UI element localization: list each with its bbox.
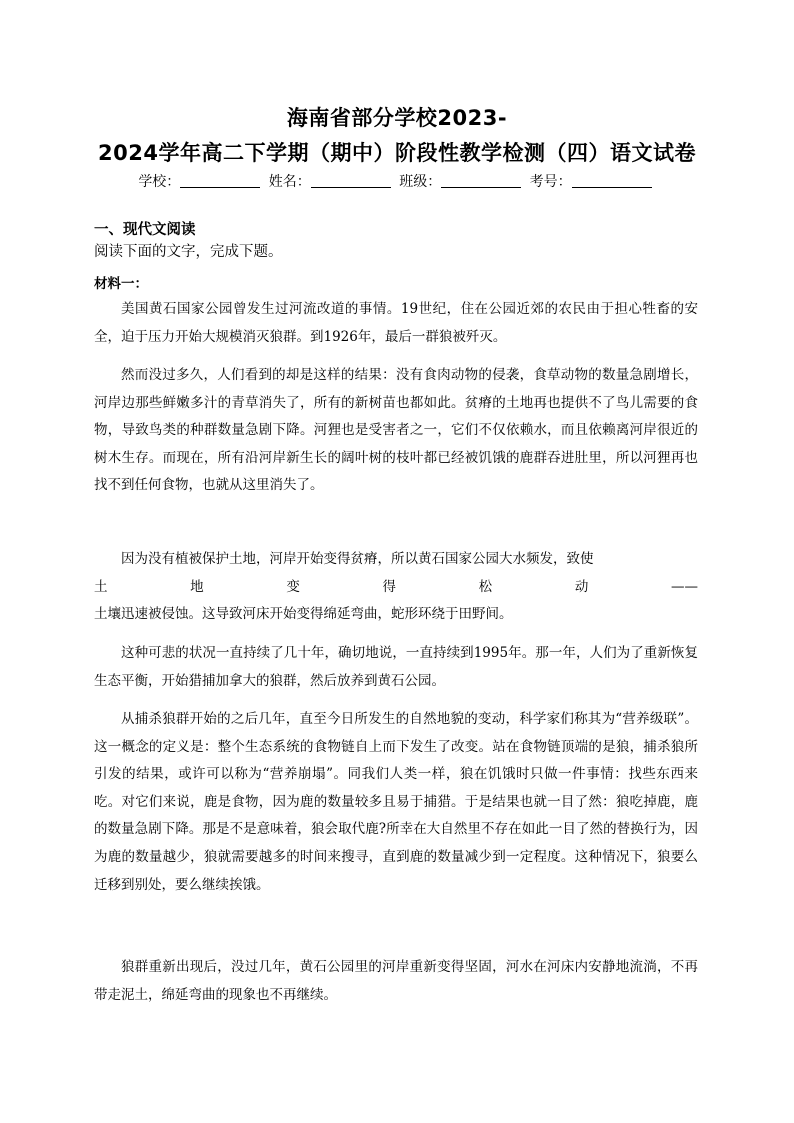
paragraph-4: 这种可悲的状况一直持续了几十年，确切地说，一直持续到1995年。那一年，人们为了重新恢复生态平衡，开始猎捕加拿大的狼群，然后放养到黄石公园。 [94,645,698,689]
paragraph-5: 从捕杀狼群开始的之后几年，直至今日所发生的自然地貌的变动，科学家们称其为“营养级联”。这一概念的定义是：整个生态系统的食物链自上而下发生了改变。站在食物链顶端的是狼，捕杀狼所引发的结果，或许可以称为“营养崩塌”。同我们人类一样，狼在饥饿时只做一件事情：找些东西来吃。对它们来说，鹿是食物，因为鹿的数量较多且易于捕猎。于是结果也就一目了然：狼吃掉鹿，鹿的数量急剧下降。那是不是意味着，狼会取代鹿?所幸在大自然里不存在如此一目了然的替换行为，因为鹿的数量越少，狼就需要越多的时间来搜寻，直到鹿的数量减少到一定程度。这种情况下，狼要么迁移到别处，要么继续挨饿。 [94,711,698,893]
exam-number-blank[interactable] [572,173,652,188]
school-label: 学校： [138,174,181,190]
instruction: 阅读下面的文字，完成下题。 [94,244,283,260]
paragraph-3-line-2: 土地变得松动—— [94,578,698,595]
name-label: 姓名： [268,174,311,190]
exam-number-label: 考号： [529,174,572,190]
paragraph-2: 然而没过多久，人们看到的却是这样的结果：没有食肉动物的侵袭，食草动物的数量急剧增长，河岸边那些鲜嫩多汁的青草消失了，所有的新树苗也都如此。贫瘠的土地再也提供不了鸟儿需要的食物，导致鸟类的种群数量急剧下降。河狸也是受害者之一，它们不仅依赖水，而且依赖离河岸很近的树木生存。而现在，所有沿河岸新生长的阔叶树的枝叶都已经被饥饿的鹿群吞进肚里，所以河狸再也找不到任何食物，也就从这里消失了。 [94,367,698,494]
paragraph-3-line-1: 因为没有植被保护土地，河岸开始变得贫瘠，所以黄石国家公园大水频发，致使 [121,551,594,567]
school-blank[interactable] [180,173,260,188]
paragraph-3 [94,546,698,629]
class-label: 班级： [399,174,442,190]
section-heading: 一、现代文阅读 [94,222,196,238]
title-line-1: 海南省部分学校2023- [286,106,508,130]
paragraph-1: 美国黄石国家公园曾发生过河流改道的事情。19世纪，住在公园近郊的农民由于担心牲畜的安全，迫于压力开始大规模消灭狼群。到1926年，最后一群狼被歼灭。 [94,301,698,345]
paragraph-3-line-3: 土壤迅速被侵蚀。这导致河床开始变得绵延弯曲，蛇形环绕于田野间。 [94,606,513,623]
title-line-2: 2024学年高二下学期（期中）阶段性教学检测（四）语文试卷 [98,141,696,165]
paragraph-6: 狼群重新出现后，没过几年，黄石公园里的河岸重新变得坚固，河水在河床内安静地流淌，不再带走泥土，绵延弯曲的现象也不再继续。 [94,959,698,1003]
student-info-row [0,171,794,191]
name-blank[interactable] [311,173,391,188]
material-label: 材料一： [94,276,148,292]
class-blank[interactable] [441,173,521,188]
